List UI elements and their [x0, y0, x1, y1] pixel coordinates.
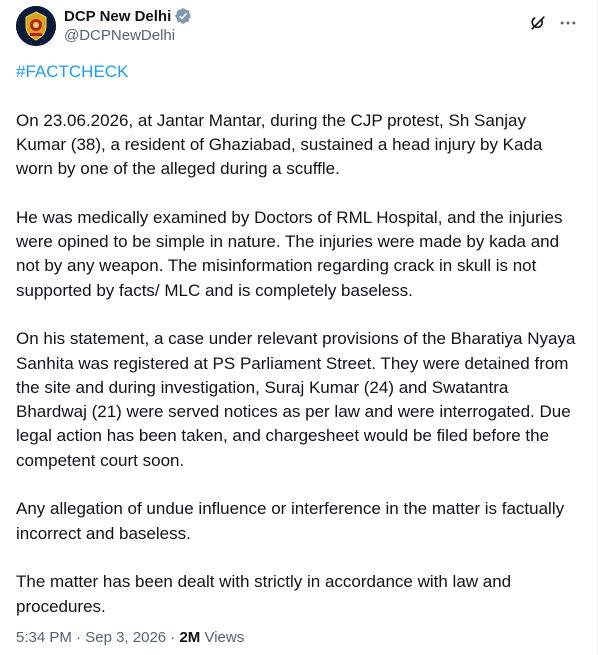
- author-display-name[interactable]: DCP New Delhi: [64, 7, 172, 25]
- author-info: [64, 6, 192, 46]
- grok-icon: [528, 13, 548, 33]
- police-emblem-icon: [16, 6, 56, 46]
- views-label: Views: [204, 629, 245, 646]
- verified-badge-icon: [174, 7, 192, 25]
- hashtag-link[interactable]: #FACTCHECK: [16, 62, 129, 81]
- tweet-paragraph: Any allegation of undue influence or interference in the matter is factually incorrect and baseless.: [16, 499, 565, 543]
- meta-separator: ·: [170, 629, 176, 646]
- tweet-text: [16, 60, 576, 619]
- meta-separator: ·: [76, 629, 82, 646]
- tweet-header: [16, 6, 581, 46]
- tweet-time[interactable]: 5:34 PM: [16, 629, 72, 646]
- tweet-paragraph: He was medically examined by Doctors of RML Hospital, and the injuries were opined to be simple in nature. The injuries were made by kada and not by any weapon. The misinformation regarding crack in skull is not supported by facts/ MLC and is completely baseless.: [16, 207, 563, 300]
- tweet-date[interactable]: Sep 3, 2026: [85, 629, 167, 646]
- more-options-button[interactable]: [555, 10, 581, 36]
- header-actions: [525, 10, 581, 36]
- tweet-paragraph: On 23.06.2026, at Jantar Mantar, during the CJP protest, Sh Sanjay Kumar (38), a resident of Ghaziabad, sustained a head injury by Kada worn by one of the alleged during a scuffle.: [16, 110, 543, 179]
- tweet-meta: [16, 628, 244, 648]
- tweet-paragraph: On his statement, a case under relevant provisions of the Bharatiya Nyaya Sanhita was registered at PS Parliament Street. They were detained from the site and during investigation, Suraj Kumar (24) and Swatantra Bhardwaj (21) were served notices as per law and were interrogated. Due legal action has been taken, and chargesheet would be filed before the competent court soon.: [16, 329, 576, 470]
- author-handle[interactable]: @DCPNewDelhi: [64, 27, 176, 44]
- more-icon: [558, 13, 578, 33]
- tweet-paragraph: The matter has been dealt with strictly in accordance with law and procedures.: [16, 572, 512, 616]
- grok-button[interactable]: [525, 10, 551, 36]
- avatar[interactable]: [16, 6, 56, 46]
- views-count[interactable]: 2M: [179, 629, 201, 646]
